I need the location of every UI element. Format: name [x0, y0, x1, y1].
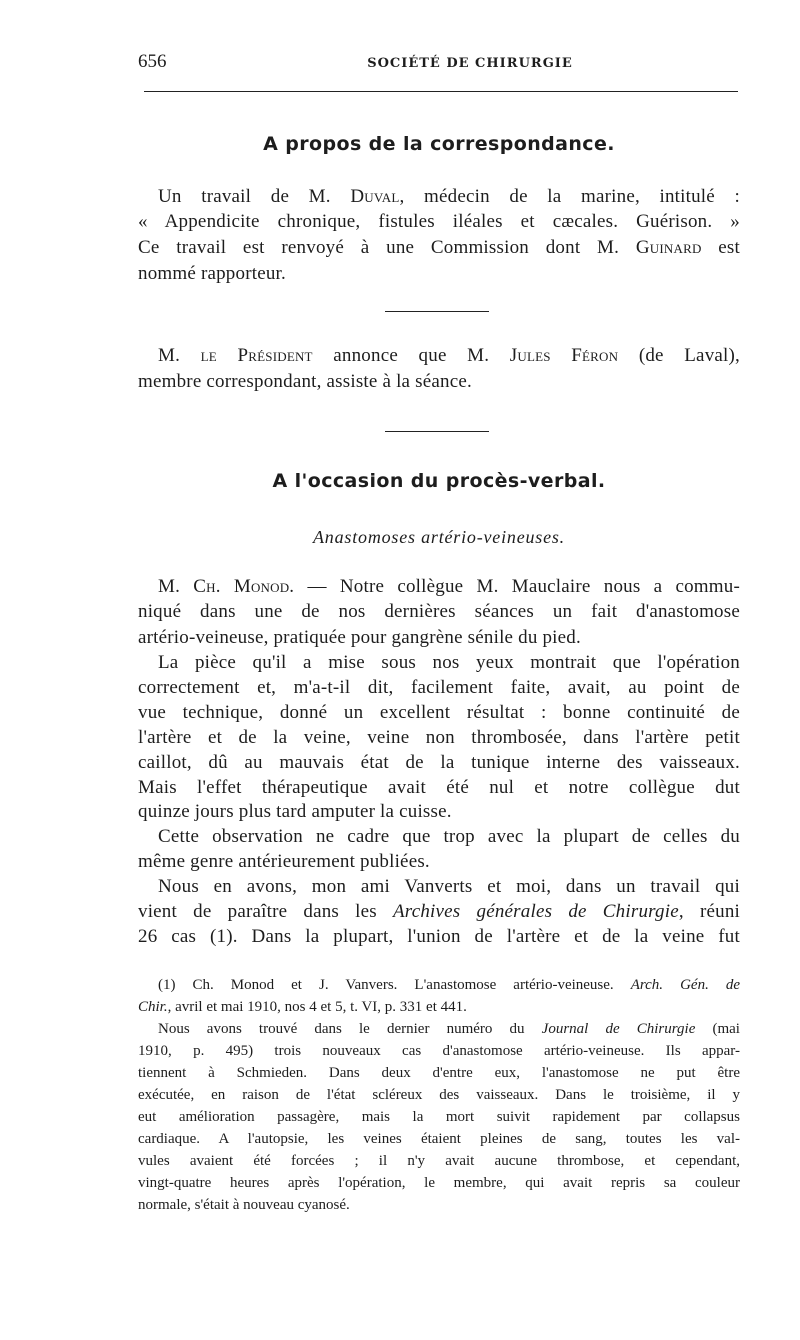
footnote-line: cardiaque. A l'autopsie, les veines étaient pleines de sang, toutes les val-	[138, 1131, 740, 1147]
paragraph-line: vue technique, donné un excellent résultat : bonne continuité de	[138, 702, 740, 723]
paragraph-line: M. Ch. Monod. — Notre collègue M. Mauclaire nous a commu-	[158, 576, 740, 597]
paragraph-line: artério-veineuse, pratiquée pour gangrène sénile du pied.	[138, 627, 581, 648]
paragraph-line: Un travail de M. Duval, médecin de la marine, intitulé :	[158, 186, 740, 207]
paragraph-line: nommé rapporteur.	[138, 263, 286, 284]
footnote-line: tiennent à Schmieden. Dans deux d'entre eux, l'anastomose ne put être	[138, 1065, 740, 1081]
paragraph-line: caillot, dû au mauvais état de la tunique interne des vaisseaux.	[138, 752, 740, 773]
section-heading-correspondance: A propos de la correspondance.	[263, 133, 615, 155]
header-rule	[144, 91, 738, 92]
footnote-line: normale, s'était à nouveau cyanosé.	[138, 1197, 350, 1213]
paragraph-line: « Appendicite chronique, fistules iléales et cæcales. Guérison. »	[138, 211, 740, 232]
paragraph-line: membre correspondant, assiste à la séance.	[138, 371, 472, 392]
paragraph-line: quinze jours plus tard amputer la cuisse.	[138, 801, 452, 822]
footnote-line: exécutée, en raison de l'état scléreux des vaisseaux. Dans le troisième, il y	[138, 1087, 740, 1103]
paragraph-line: Ce travail est renvoyé à une Commission dont M. Guinard est	[138, 237, 741, 258]
paragraph-line: niqué dans une de nos dernières séances un fait d'anastomose	[138, 601, 740, 622]
paragraph-line: Nous en avons, mon ami Vanverts et moi, dans un travail qui	[158, 876, 740, 897]
paragraph-line: Cette observation ne cadre que trop avec la plupart de celles du	[158, 826, 740, 847]
page-number: 656	[138, 51, 167, 72]
paragraph-line: Mais l'effet thérapeutique avait été nul et notre collègue dut	[138, 777, 740, 798]
footnote-line: Chir., avril et mai 1910, nos 4 et 5, t. VI, p. 331 et 441.	[138, 999, 467, 1015]
footnote-line: eut amélioration passagère, mais la mort suivit rapidement par collapsus	[138, 1109, 740, 1125]
footnote-line: vules avaient été forcées ; il n'y avait aucune thrombose, et cependant,	[138, 1153, 740, 1169]
footnote-line: vingt-quatre heures après l'opération, le membre, qui avait repris sa couleur	[138, 1175, 740, 1191]
section-separator	[385, 431, 489, 432]
section-heading-proces-verbal: A l'occasion du procès-verbal.	[272, 470, 606, 492]
paragraph-line: correctement et, m'a-t-il dit, facilement faite, avait, au point de	[138, 677, 740, 698]
footnote-line: Nous avons trouvé dans le dernier numéro du Journal de Chirurgie (mai	[158, 1021, 740, 1037]
paragraph-line: l'artère et de la veine, veine non thrombosée, dans l'artère petit	[138, 727, 740, 748]
paragraph-line: M. le Président annonce que M. Jules Féron (de Laval),	[158, 345, 740, 366]
paragraph-line: 26 cas (1). Dans la plupart, l'union de l'artère et de la veine fut	[138, 926, 740, 947]
paragraph-line: même genre antérieurement publiées.	[138, 851, 430, 872]
section-separator	[385, 311, 489, 312]
footnote-line: 1910, p. 495) trois nouveaux cas d'anastomose artério-veineuse. Ils appar-	[138, 1043, 740, 1059]
subheading-anastomoses: Anastomoses artério-veineuses.	[313, 527, 565, 547]
paragraph-line: La pièce qu'il a mise sous nos yeux montrait que l'opération	[158, 652, 740, 673]
running-title: SOCIÉTÉ DE CHIRURGIE	[367, 56, 573, 71]
paragraph-line: vient de paraître dans les Archives générales de Chirurgie, réuni	[138, 901, 740, 922]
footnote-line: (1) Ch. Monod et J. Vanvers. L'anastomose artério-veineuse. Arch. Gén. de	[158, 977, 740, 993]
